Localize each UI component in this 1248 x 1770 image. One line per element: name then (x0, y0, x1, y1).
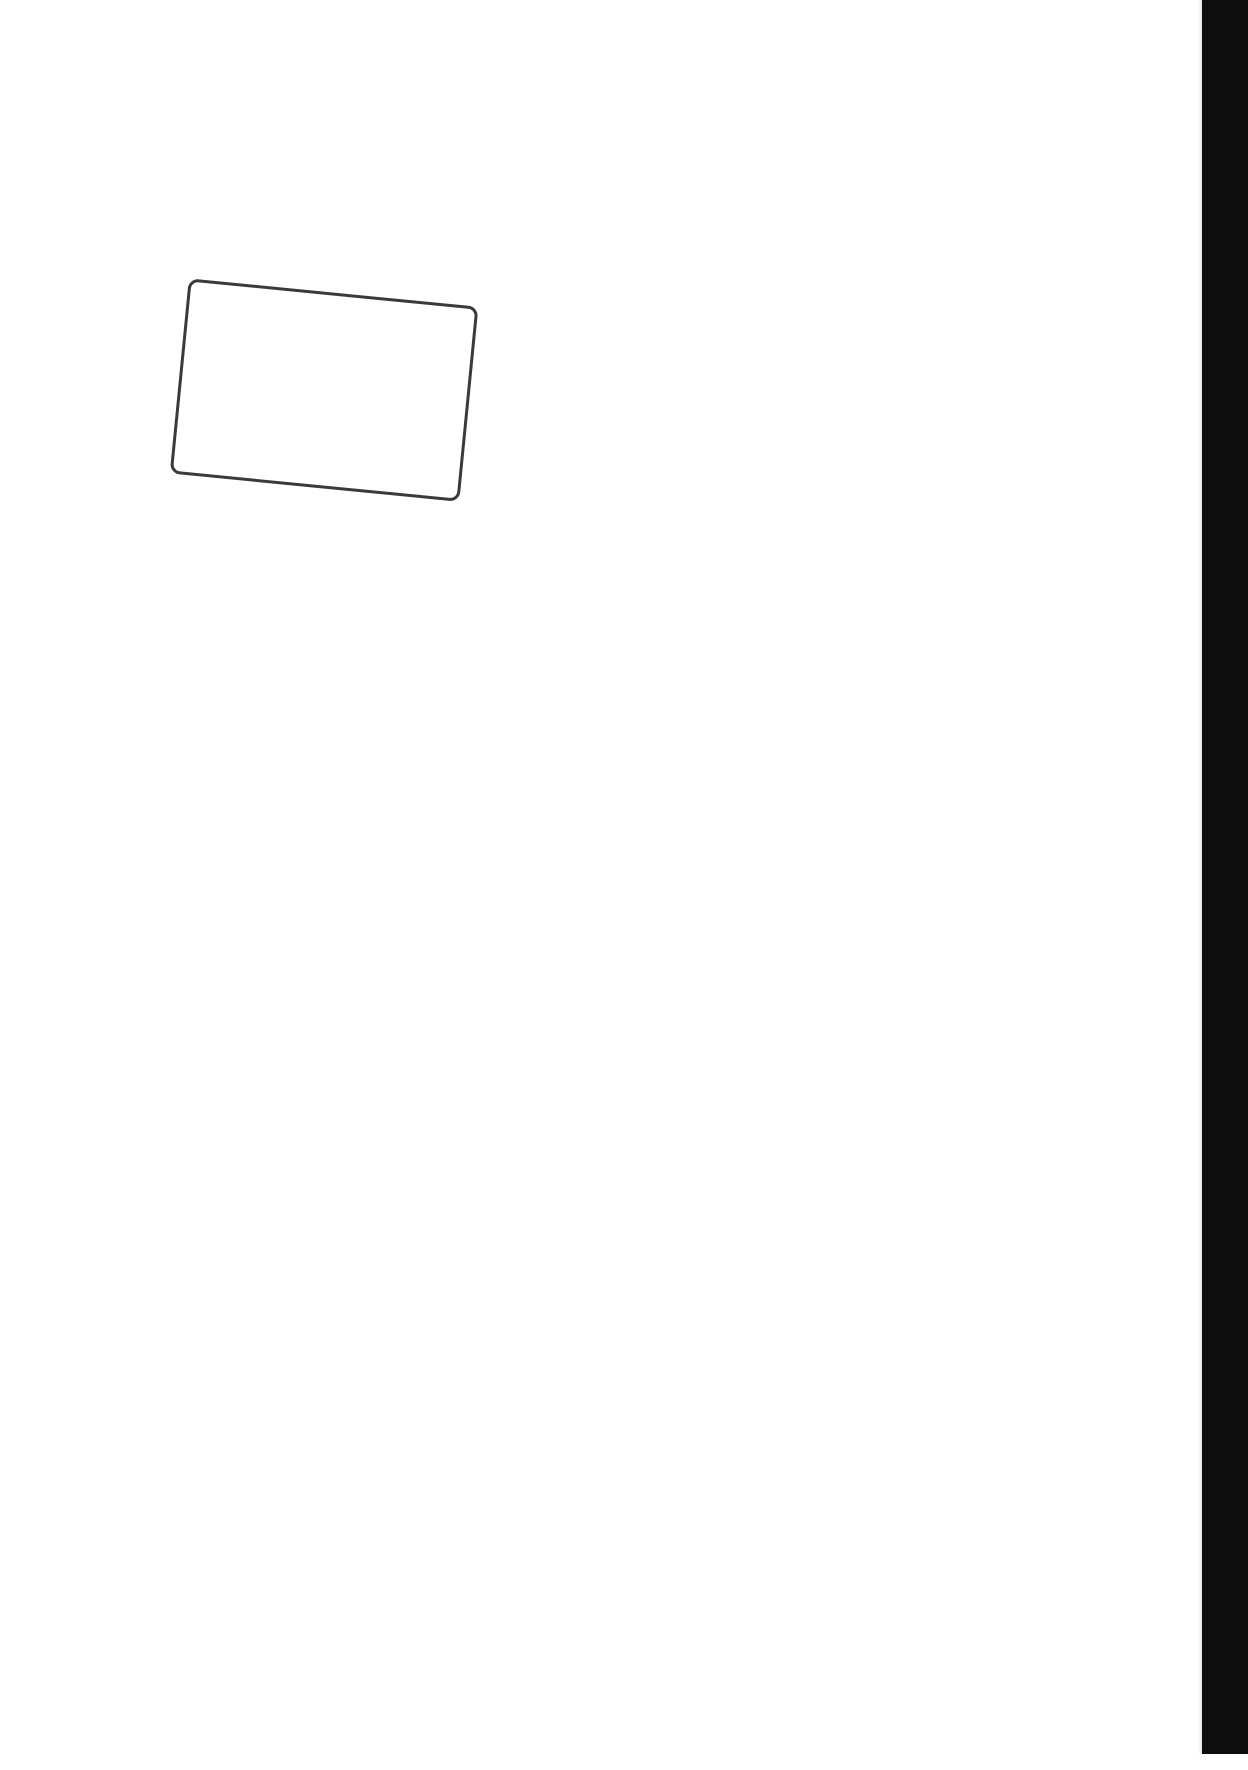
facts-list (102, 804, 1082, 831)
stamp-court-name (200, 293, 464, 319)
stamp-date (193, 367, 457, 393)
court-received-stamp (170, 278, 479, 501)
stamp-received (189, 412, 433, 436)
laws-list (82, 1534, 1062, 1561)
stamp-city (197, 325, 461, 351)
